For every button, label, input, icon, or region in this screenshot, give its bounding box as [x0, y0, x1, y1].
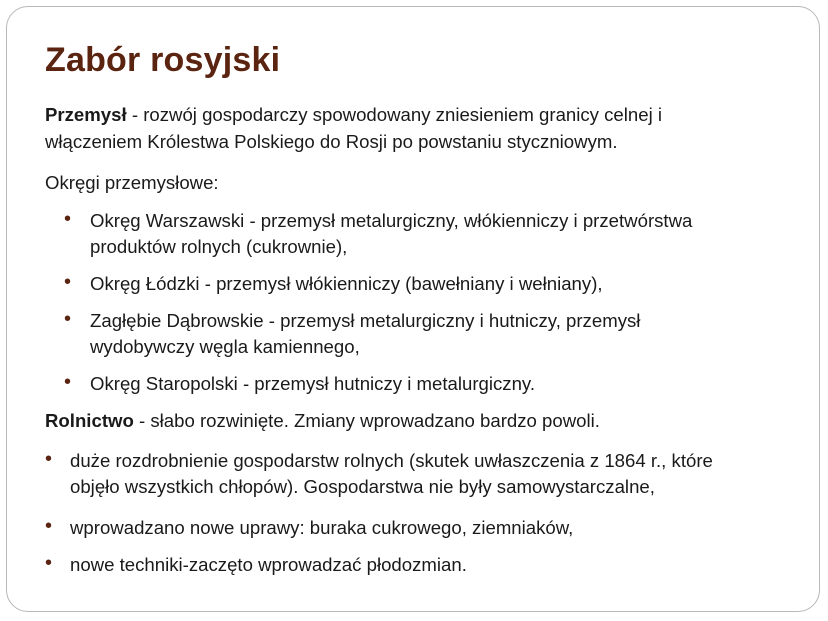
agri-item-crop-rotation: nowe techniki-zaczęto wprowadzać płodozmian.	[70, 554, 467, 575]
bullet-icon: •	[64, 271, 72, 293]
industry-paragraph	[45, 102, 662, 128]
agriculture-paragraph	[45, 408, 600, 434]
industry-text: - rozwój gospodarczy spowodowany zniesieniem granicy celnej i	[126, 104, 663, 125]
agri-item-new-crops: wprowadzano nowe uprawy: buraka cukrowego, ziemniaków,	[70, 517, 574, 538]
slide	[6, 6, 820, 612]
agri-item-fragmentation-line2: objęło wszystkich chłopów). Gospodarstwa nie były samowystarczalne,	[70, 476, 655, 497]
district-item-dabrowskie: Zagłębie Dąbrowskie - przemysł metalurgiczny i hutniczy, przemysł	[90, 310, 641, 331]
industry-paragraph-line2: włączeniem Królestwa Polskiego do Rosji po powstaniu styczniowym.	[45, 131, 618, 152]
bullet-icon: •	[64, 208, 72, 230]
district-item-staropolski: Okręg Staropolski - przemysł hutniczy i metalurgiczny.	[90, 373, 536, 394]
industry-term: Przemysł	[45, 104, 127, 125]
district-item-warszawski: Okręg Warszawski - przemysł metalurgiczny, włókienniczy i przetwórstwa	[90, 210, 693, 231]
agriculture-term: Rolnictwo	[45, 410, 134, 431]
agri-item-fragmentation: duże rozdrobnienie gospodarstw rolnych (skutek uwłaszczenia z 1864 r., które	[70, 450, 713, 471]
districts-label: Okręgi przemysłowe:	[45, 172, 219, 193]
district-item-dabrowskie-line2: wydobywczy węgla kamiennego,	[90, 336, 360, 357]
bullet-icon: •	[45, 448, 53, 470]
slide-title: Zabór rosyjski	[45, 41, 281, 79]
bullet-icon: •	[45, 515, 53, 537]
district-item-lodzki: Okręg Łódzki - przemysł włókienniczy (bawełniany i wełniany),	[90, 273, 603, 294]
bullet-icon: •	[45, 552, 53, 574]
agriculture-text: - słabo rozwinięte. Zmiany wprowadzano bardzo powoli.	[133, 410, 600, 431]
bullet-icon: •	[64, 308, 72, 330]
bullet-icon: •	[64, 371, 72, 393]
district-item-warszawski-line2: produktów rolnych (cukrownie),	[90, 236, 348, 257]
